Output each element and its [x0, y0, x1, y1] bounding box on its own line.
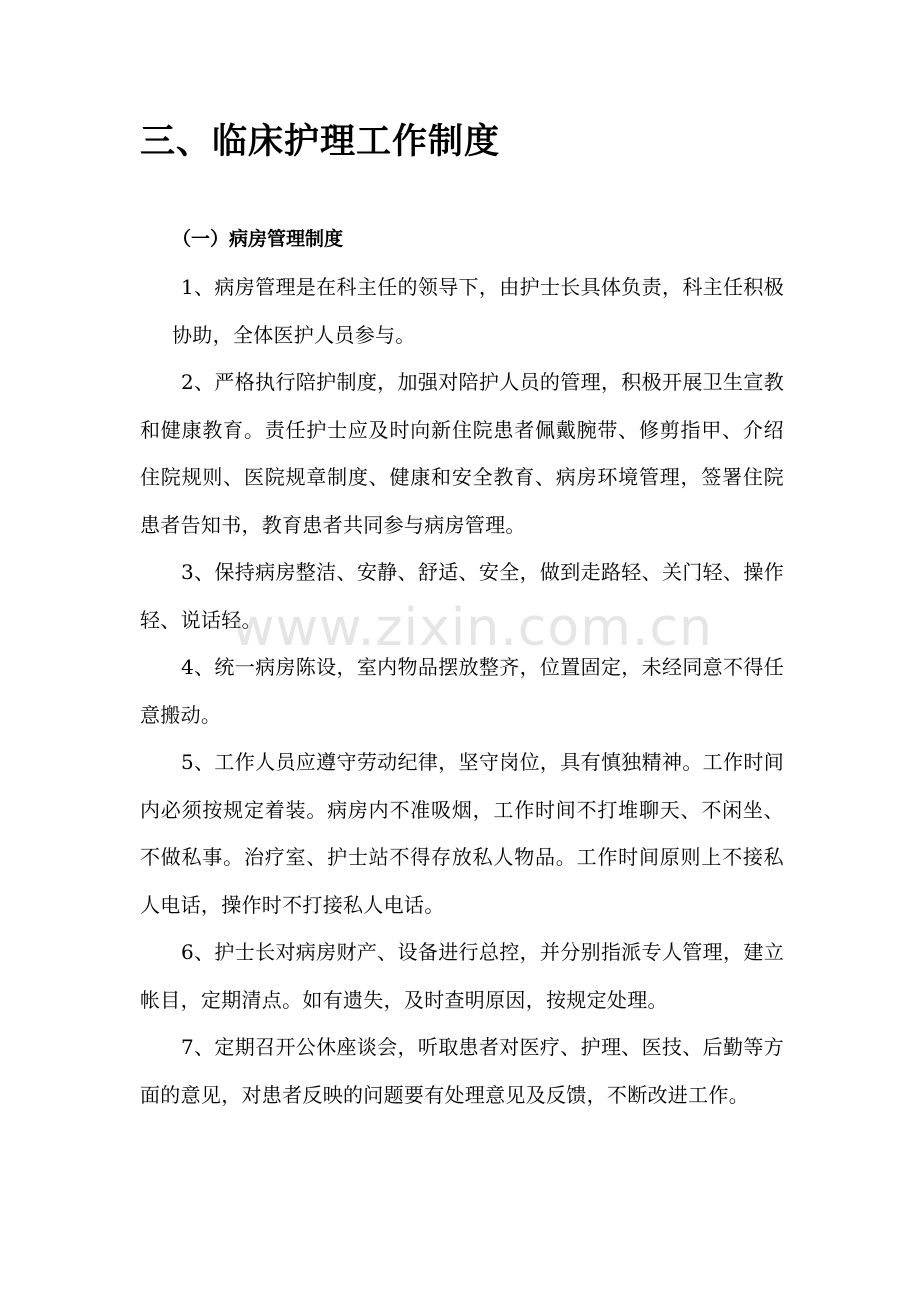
document-body [140, 264, 784, 1119]
document-title: 三、临床护理工作制度 [140, 122, 501, 162]
watermark: www.zixin.com.cn [232, 598, 713, 658]
paragraph-4: 4、统一病房陈设，室内物品摆放整齐，位置固定，未经同意不得任意搬动。 [140, 655, 784, 727]
paragraph-5: 5、工作人员应遵守劳动纪律，坚守岗位，具有慎独精神。工作时间内必须按规定着装。病房内不准吸烟，工作时间不打堆聊天、不闲坐、不做私事。治疗室、护士站不得存放私人物品。工作时间原则上不接私人电话，操作时不打接私人电话。 [140, 750, 784, 917]
paragraph-6: 6、护士长对病房财产、设备进行总控，并分别指派专人管理，建立帐目，定期清点。如有遗失，及时查明原因，按规定处理。 [140, 940, 784, 1012]
paragraph-3: 3、保持病房整洁、安静、舒适、安全，做到走路轻、关门轻、操作轻、说话轻。 [140, 560, 784, 632]
paragraph-1: 1、病房管理是在科主任的领导下，由护士长具体负责，科主任积极协助，全体医护人员参与。 [172, 275, 784, 347]
paragraph-7: 7、定期召开公休座谈会，听取患者对医疗、护理、医技、后勤等方面的意见，对患者反映的问题要有处理意见及反馈，不断改进工作。 [140, 1035, 784, 1107]
section-heading: （一）病房管理制度 [172, 228, 344, 250]
paragraph-2: 2、严格执行陪护制度，加强对陪护人员的管理，积极开展卫生宣教和健康教育。责任护士应及时向新住院患者佩戴腕带、修剪指甲、介绍住院规则、医院规章制度、健康和安全教育、病房环境管理，签署住院患者告知书，教育患者共同参与病房管理。 [140, 370, 784, 537]
